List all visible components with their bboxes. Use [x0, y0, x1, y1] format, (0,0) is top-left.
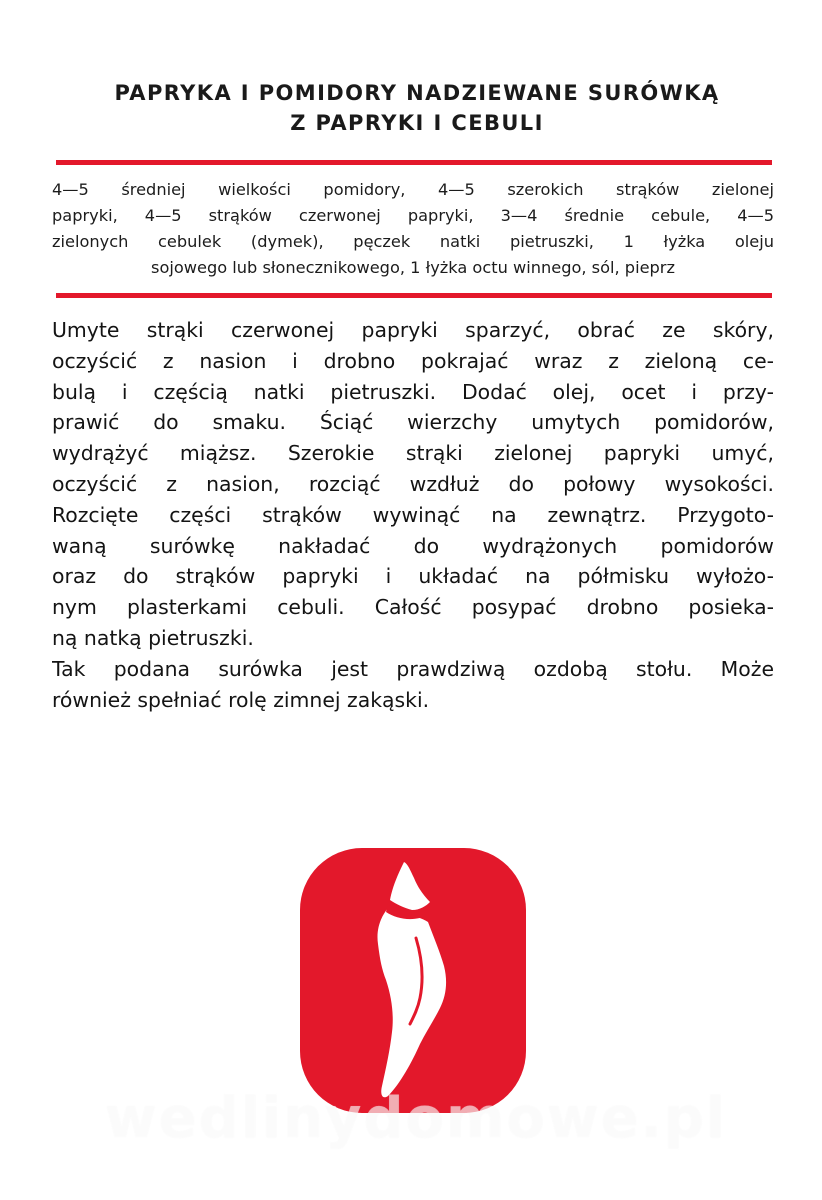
recipe-title-line-2: Z PAPRYKI I CEBULI: [290, 111, 544, 135]
ingredients-line: papryki, 4—5 strąków czerwonej papryki, 3—4 średnie cebule, 4—5: [52, 206, 774, 225]
site-watermark: wedlinydomowe.pl: [104, 1086, 728, 1151]
ingredients-list: [52, 177, 774, 281]
top-red-divider: [56, 160, 772, 165]
pepper-logo: [300, 848, 526, 1113]
ingredients-line: 4—5 średniej wielkości pomidory, 4—5 szerokich strąków zielonej: [52, 180, 774, 199]
method-line: oraz do strąków papryki i układać na półmisku wyłożo-: [52, 564, 774, 589]
pepper-icon: [300, 848, 526, 1113]
method-line: oczyścić z nasion, rozciąć wzdłuż do połowy wysokości.: [52, 471, 774, 496]
method-paragraph: [52, 315, 774, 715]
method-line: nym plasterkami cebuli. Całość posypać drobno posieka-: [52, 595, 774, 620]
recipe-title: [60, 78, 774, 138]
recipe-title-line-1: PAPRYKA I POMIDORY NADZIEWANE SURÓWKĄ: [114, 81, 720, 105]
method-line: Umyte strąki czerwonej papryki sparzyć, obrać ze skóry,: [52, 318, 774, 342]
method-line: ną natką pietruszki.: [52, 625, 254, 650]
method-line: również spełniać rolę zimnej zakąski.: [52, 687, 430, 712]
method-line: waną surówkę nakładać do wydrążonych pomidorów: [52, 533, 774, 558]
method-line: Tak podana surówka jest prawdziwą ozdobą stołu. Może: [52, 656, 774, 681]
method-line: Rozcięte części strąków wywinąć na zewnątrz. Przygoto-: [52, 502, 774, 527]
method-line: oczyścić z nasion i drobno pokrajać wraz z zieloną ce-: [52, 348, 774, 373]
ingredients-line: sojowego lub słonecznikowego, 1 łyżka octu winnego, sól, pieprz: [151, 258, 675, 277]
bottom-red-divider: [56, 293, 772, 298]
method-line: wydrążyć miąższ. Szerokie strąki zielonej papryki umyć,: [52, 441, 774, 466]
method-line: bulą i częścią natki pietruszki. Dodać olej, ocet i przy-: [52, 379, 774, 404]
ingredients-line: zielonych cebulek (dymek), pęczek natki pietruszki, 1 łyżka oleju: [52, 232, 774, 251]
method-line: prawić do smaku. Ściąć wierzchy umytych pomidorów,: [52, 410, 774, 435]
